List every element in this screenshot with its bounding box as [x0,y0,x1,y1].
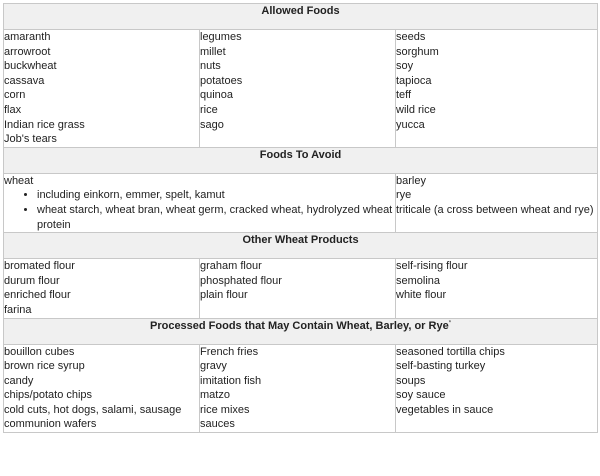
list-item [4,174,395,232]
other-wheat-list-1 [4,259,199,317]
allowed-col-3 [396,30,598,148]
processed-foods-title: Processed Foods that May Contain Wheat, Barley, or Rye [149,319,449,332]
list-item: communion wafers [4,418,97,431]
list-item: Job's tears [4,133,57,146]
list-item: white flour [396,289,447,302]
list-item: bromated flour [4,260,75,273]
list-item: bouillon cubes [4,345,75,358]
list-item: Indian rice grass [4,118,85,131]
list-item: soy sauce [396,389,446,402]
list-item: buckwheat [4,60,57,73]
list-item: millet [200,45,226,58]
list-item: durum flour [4,274,60,287]
list-item: barley [396,174,426,187]
list-item: enriched flour [4,289,71,302]
list-item: amaranth [4,31,51,43]
allowed-list-1 [4,30,199,147]
allowed-list-3 [396,30,597,132]
other-wheat-list-2 [200,259,395,303]
processed-header-row [4,318,598,344]
list-item: potatoes [200,74,243,87]
list-item: graham flour [200,260,262,273]
list-item: • wheat starch, wheat bran, wheat germ, cracked wheat, hydrolyzed wheat protein [37,203,395,232]
foods-to-avoid-heading: Foods To Avoid [4,147,598,173]
list-item: self-rising flour [396,260,468,273]
list-item: yucca [396,118,425,131]
list-item: imitation fish [200,374,262,387]
list-item: legumes [200,31,242,43]
processed-col-3 [396,344,598,433]
list-item: sago [200,118,224,131]
processed-foods-heading [4,318,598,344]
avoid-body-row [4,173,598,232]
list-item: rice [200,103,218,116]
list-item: seasoned tortilla chips [396,345,505,358]
list-item: vegetables in sauce [396,403,494,416]
list-item: tapioca [396,74,432,87]
list-item: chips/potato chips [4,389,93,402]
other-wheat-list-3 [396,259,597,303]
processed-list-2 [200,345,395,433]
footnote-mark: * [448,319,452,326]
avoid-header-row [4,147,598,173]
list-item: teff [396,89,412,102]
list-item: farina [4,303,32,316]
list-item: matzo [200,389,230,402]
list-item: seeds [396,31,426,43]
list-item: corn [4,89,26,102]
processed-col-1 [4,344,200,433]
list-item: gravy [200,360,227,373]
list-item: cassava [4,74,45,87]
other-wheat-body-row [4,259,598,318]
list-item: triticale (a cross between wheat and rye) [396,203,594,216]
avoid-list-2 [396,174,597,218]
allowed-col-2 [200,30,396,148]
foods-table [3,3,598,433]
list-item: rye [396,189,412,202]
avoid-main-item: wheat [4,174,34,187]
list-item: sauces [200,418,235,431]
list-item: French fries [200,345,259,358]
allowed-foods-heading: Allowed Foods [4,4,598,30]
avoid-col-1 [4,173,396,232]
processed-list-3 [396,345,597,418]
avoid-list-1 [4,174,395,232]
list-item: rice mixes [200,403,250,416]
avoid-sub-list [4,188,395,232]
list-item: sorghum [396,45,439,58]
other-wheat-col-2 [200,259,396,318]
list-item: self-basting turkey [396,360,486,373]
list-item: soups [396,374,426,387]
allowed-list-2 [200,30,395,132]
avoid-col-2 [396,173,598,232]
other-wheat-header-row [4,233,598,259]
list-item: phosphated flour [200,274,282,287]
allowed-col-1 [4,30,200,148]
list-item: quinoa [200,89,234,102]
list-item: wild rice [396,103,436,116]
processed-col-2 [200,344,396,433]
other-wheat-col-3 [396,259,598,318]
list-item: brown rice syrup [4,360,85,373]
list-item: candy [4,374,34,387]
list-item: soy [396,60,414,73]
list-item: arrowroot [4,45,51,58]
other-wheat-products-heading: Other Wheat Products [4,233,598,259]
list-item: • including einkorn, emmer, spelt, kamut [37,188,395,203]
allowed-body-row [4,30,598,148]
list-item: nuts [200,60,221,73]
other-wheat-col-1 [4,259,200,318]
processed-body-row [4,344,598,433]
list-item: semolina [396,274,441,287]
processed-list-1 [4,345,199,433]
list-item: cold cuts, hot dogs, salami, sausage [4,403,182,416]
list-item: plain flour [200,289,248,302]
list-item: flax [4,103,22,116]
allowed-header-row [4,4,598,30]
